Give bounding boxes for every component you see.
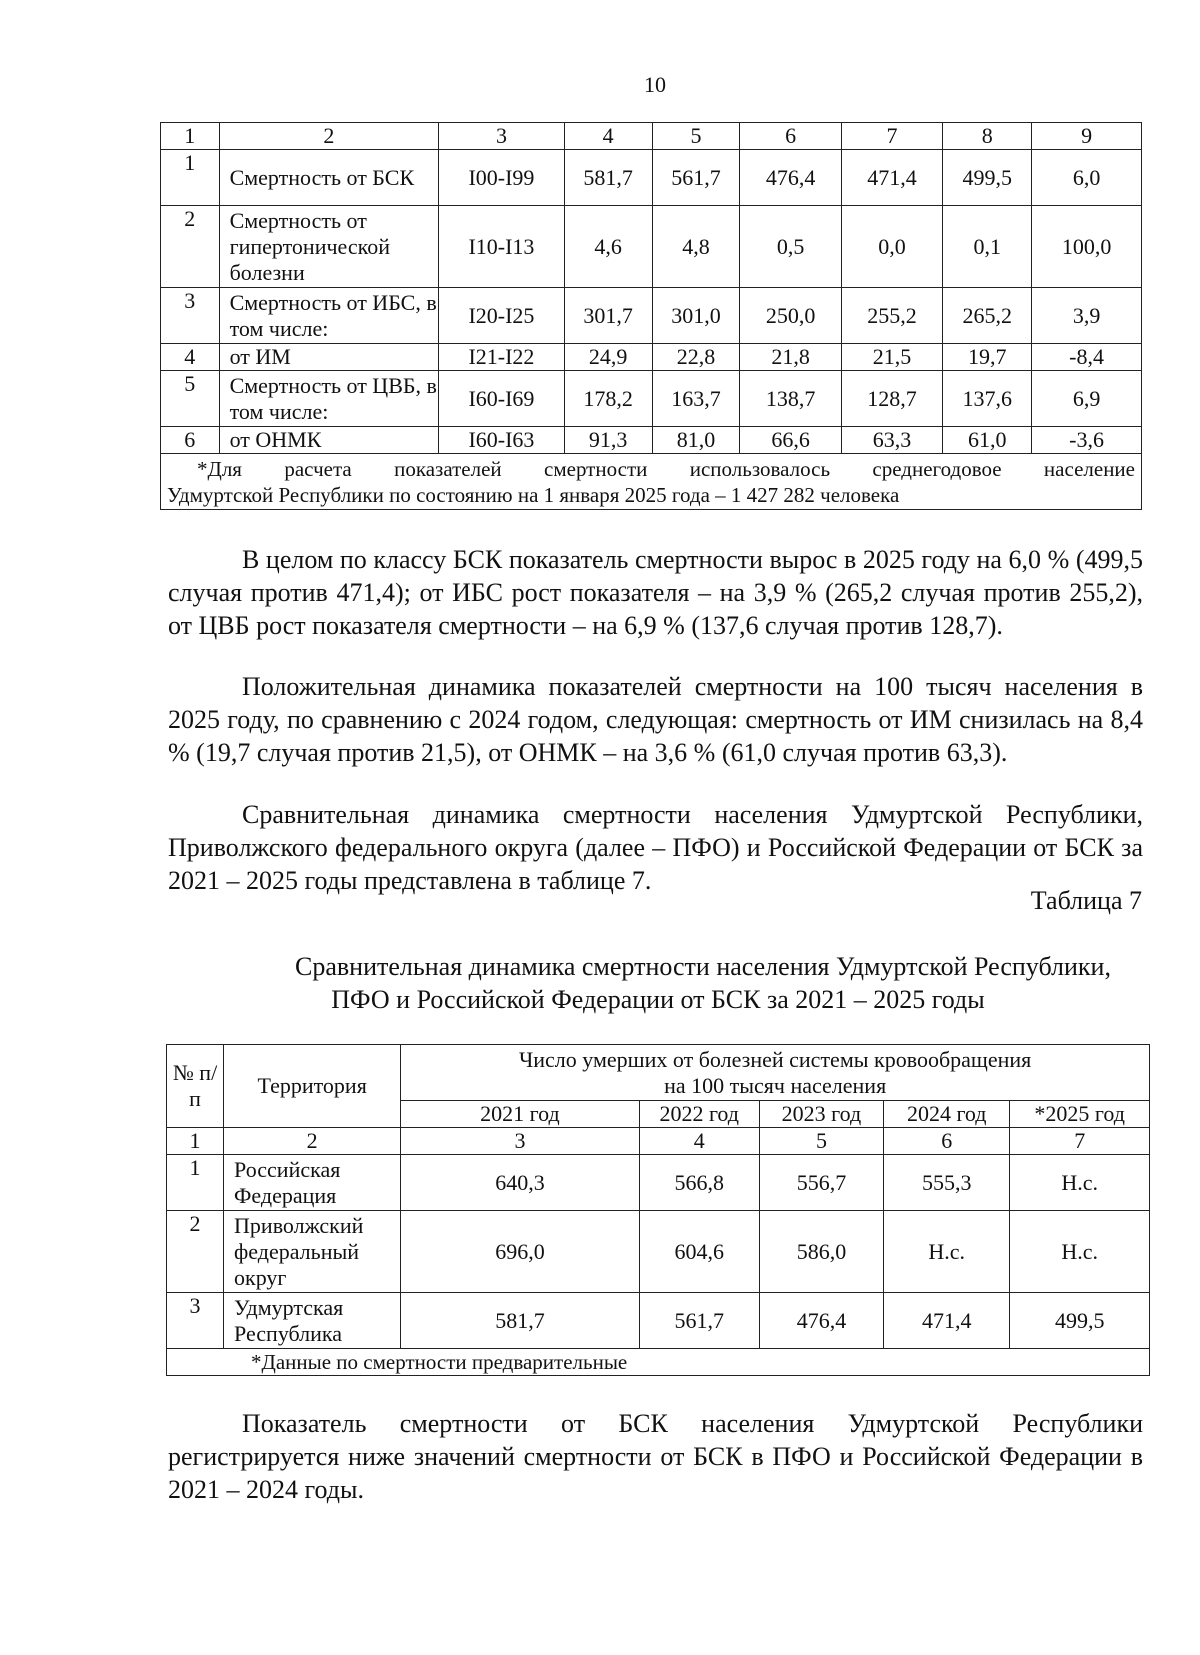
table-title xyxy=(168,950,1148,1016)
cell-value: 137,6 xyxy=(943,371,1032,427)
mortality-indicators-table xyxy=(160,122,1142,510)
col-number: 7 xyxy=(1010,1128,1150,1155)
table-title-line: Сравнительная динамика смертности населения Удмуртской Республики, xyxy=(295,952,1111,981)
col-header: 1 xyxy=(161,123,220,150)
cell-value: 128,7 xyxy=(841,371,942,427)
cell-value: 301,7 xyxy=(564,288,652,344)
cell-value: 100,0 xyxy=(1032,206,1142,288)
cell-value: 471,4 xyxy=(841,150,942,206)
cell-value: 604,6 xyxy=(639,1211,759,1293)
row-name: Смертность от ЦВБ, в том числе: xyxy=(219,371,439,427)
row-number: 3 xyxy=(161,288,220,344)
table-row xyxy=(161,150,1142,206)
cell-value: 255,2 xyxy=(841,288,942,344)
table-row xyxy=(167,1293,1150,1349)
cell-value: Н.с. xyxy=(884,1211,1010,1293)
col-number: 1 xyxy=(167,1128,224,1155)
cell-value: Н.с. xyxy=(1010,1211,1150,1293)
cell-value: 561,7 xyxy=(652,150,740,206)
cell-value: 0,5 xyxy=(740,206,841,288)
table-row xyxy=(161,427,1142,454)
col-number: 5 xyxy=(759,1128,883,1155)
cell-value: 21,8 xyxy=(740,344,841,371)
col-number: 4 xyxy=(639,1128,759,1155)
paragraph: Показатель смертности от БСК населения Удмуртской Республики регистрируется ниже значений смертности от БСК в ПФО и Российской Федерации в 2021 – 2024 годы. xyxy=(168,1409,1143,1504)
cell-value: 250,0 xyxy=(740,288,841,344)
cell-value: 499,5 xyxy=(1010,1293,1150,1349)
cell-value: 566,8 xyxy=(639,1155,759,1211)
cell-value: 499,5 xyxy=(943,150,1032,206)
row-number: 2 xyxy=(167,1211,224,1293)
table-header-row xyxy=(161,123,1142,150)
icd-code: I20-I25 xyxy=(439,288,565,344)
territory-name: Российская Федерация xyxy=(224,1155,401,1211)
table-row xyxy=(161,371,1142,427)
col-header: 5 xyxy=(652,123,740,150)
cell-value: 61,0 xyxy=(943,427,1032,454)
col-header-year: 2023 год xyxy=(759,1101,883,1128)
col-number: 2 xyxy=(224,1128,401,1155)
table-row xyxy=(161,206,1142,288)
row-name: от ИМ xyxy=(219,344,439,371)
cell-value: 63,3 xyxy=(841,427,942,454)
paragraph: В целом по классу БСК показатель смертности вырос в 2025 году на 6,0 % (499,5 случая против 471,4); от ИБС рост показателя – на 3,9 % (265,2 случая против 255,2), от ЦВБ рост показателя смертности – на 6,9 % (137,6 случая против 128,7). xyxy=(168,545,1143,640)
table-footnote xyxy=(161,454,1142,510)
table-row xyxy=(161,288,1142,344)
icd-code: I10-I13 xyxy=(439,206,565,288)
cell-value: 3,9 xyxy=(1032,288,1142,344)
footnote-line: Удмуртской Республики по состоянию на 1 января 2025 года – 1 427 282 человека xyxy=(167,482,900,507)
group-header-line: на 100 тысяч населения xyxy=(664,1072,887,1098)
cell-value: 138,7 xyxy=(740,371,841,427)
row-number: 2 xyxy=(161,206,220,288)
cell-value: 4,8 xyxy=(652,206,740,288)
cell-value: 581,7 xyxy=(564,150,652,206)
icd-code: I00-I99 xyxy=(439,150,565,206)
comparative-mortality-table xyxy=(166,1044,1150,1376)
cell-value: 581,7 xyxy=(401,1293,639,1349)
table-footnote: *Данные по смертности предварительные xyxy=(167,1349,1150,1376)
row-number: 1 xyxy=(167,1155,224,1211)
cell-value: 163,7 xyxy=(652,371,740,427)
row-number: 1 xyxy=(161,150,220,206)
row-number: 6 xyxy=(161,427,220,454)
table-row xyxy=(161,344,1142,371)
cell-value: 19,7 xyxy=(943,344,1032,371)
cell-value: 4,6 xyxy=(564,206,652,288)
territory-name: Удмуртская Республика xyxy=(224,1293,401,1349)
icd-code: I21-I22 xyxy=(439,344,565,371)
row-number: 4 xyxy=(161,344,220,371)
cell-value: 586,0 xyxy=(759,1211,883,1293)
cell-value: 6,0 xyxy=(1032,150,1142,206)
cell-value: 696,0 xyxy=(401,1211,639,1293)
row-name: от ОНМК xyxy=(219,427,439,454)
table-number-row xyxy=(167,1128,1150,1155)
icd-code: I60-I69 xyxy=(439,371,565,427)
row-name: Смертность от гипертонической болезни xyxy=(219,206,439,288)
cell-value: -3,6 xyxy=(1032,427,1142,454)
cell-value: 556,7 xyxy=(759,1155,883,1211)
cell-value: 0,1 xyxy=(943,206,1032,288)
table-row xyxy=(167,1211,1150,1293)
col-header-group xyxy=(401,1045,1150,1101)
paragraph: Положительная динамика показателей смертности на 100 тысяч населения в 2025 году, по сравнению с 2024 годом, следующая: смертность от ИМ снизилась на 8,4 % (19,7 случая против 21,5), от ОНМК – на 3,6 % (61,0 случая против 63,3). xyxy=(168,672,1143,767)
cell-value: 91,3 xyxy=(564,427,652,454)
col-header: 4 xyxy=(564,123,652,150)
cell-value: 561,7 xyxy=(639,1293,759,1349)
territory-name: Приволжский федеральный округ xyxy=(224,1211,401,1293)
cell-value: -8,4 xyxy=(1032,344,1142,371)
cell-value: 476,4 xyxy=(759,1293,883,1349)
cell-value: 6,9 xyxy=(1032,371,1142,427)
paragraph: Сравнительная динамика смертности населения Удмуртской Республики, Приволжского федерального округа (далее – ПФО) и Российской Федерации от БСК за 2021 – 2025 годы представлена в таблице 7. xyxy=(168,800,1143,895)
icd-code: I60-I63 xyxy=(439,427,565,454)
cell-value: 265,2 xyxy=(943,288,1032,344)
row-number: 5 xyxy=(161,371,220,427)
col-header-territory: Территория xyxy=(224,1045,401,1128)
col-header-year: 2022 год xyxy=(639,1101,759,1128)
cell-value: 66,6 xyxy=(740,427,841,454)
col-header: 3 xyxy=(439,123,565,150)
cell-value: 24,9 xyxy=(564,344,652,371)
table-row xyxy=(167,1155,1150,1211)
cell-value: 471,4 xyxy=(884,1293,1010,1349)
col-header-year: 2024 год xyxy=(884,1101,1010,1128)
cell-value: 476,4 xyxy=(740,150,841,206)
cell-value: 22,8 xyxy=(652,344,740,371)
table-header-row xyxy=(167,1045,1150,1101)
col-header: 6 xyxy=(740,123,841,150)
page-number: 10 xyxy=(644,72,666,97)
table-footnote-row xyxy=(167,1349,1150,1376)
row-name: Смертность от БСК xyxy=(219,150,439,206)
cell-value: 0,0 xyxy=(841,206,942,288)
col-header: 7 xyxy=(841,123,942,150)
col-number: 3 xyxy=(401,1128,639,1155)
col-header-year: *2025 год xyxy=(1010,1101,1150,1128)
cell-value: 178,2 xyxy=(564,371,652,427)
col-header: 2 xyxy=(219,123,439,150)
group-header-line: Число умерших от болезней системы кровообращения xyxy=(518,1046,1032,1072)
cell-value: 555,3 xyxy=(884,1155,1010,1211)
cell-value: 21,5 xyxy=(841,344,942,371)
cell-value: Н.с. xyxy=(1010,1155,1150,1211)
row-number: 3 xyxy=(167,1293,224,1349)
cell-value: 81,0 xyxy=(652,427,740,454)
table-footnote-row xyxy=(161,454,1142,510)
row-name: Смертность от ИБС, в том числе: xyxy=(219,288,439,344)
cell-value: 301,0 xyxy=(652,288,740,344)
col-header: 8 xyxy=(943,123,1032,150)
footnote-line: *Для расчета показателей смертности использовалось среднегодовое население xyxy=(197,456,1135,481)
table-caption: Таблица 7 xyxy=(1030,886,1142,915)
col-header: 9 xyxy=(1032,123,1142,150)
col-header-year: 2021 год xyxy=(401,1101,639,1128)
col-number: 6 xyxy=(884,1128,1010,1155)
cell-value: 640,3 xyxy=(401,1155,639,1211)
table-title-line: ПФО и Российской Федерации от БСК за 2021 – 2025 годы xyxy=(331,985,985,1014)
col-header-number: № п/п xyxy=(167,1045,224,1128)
